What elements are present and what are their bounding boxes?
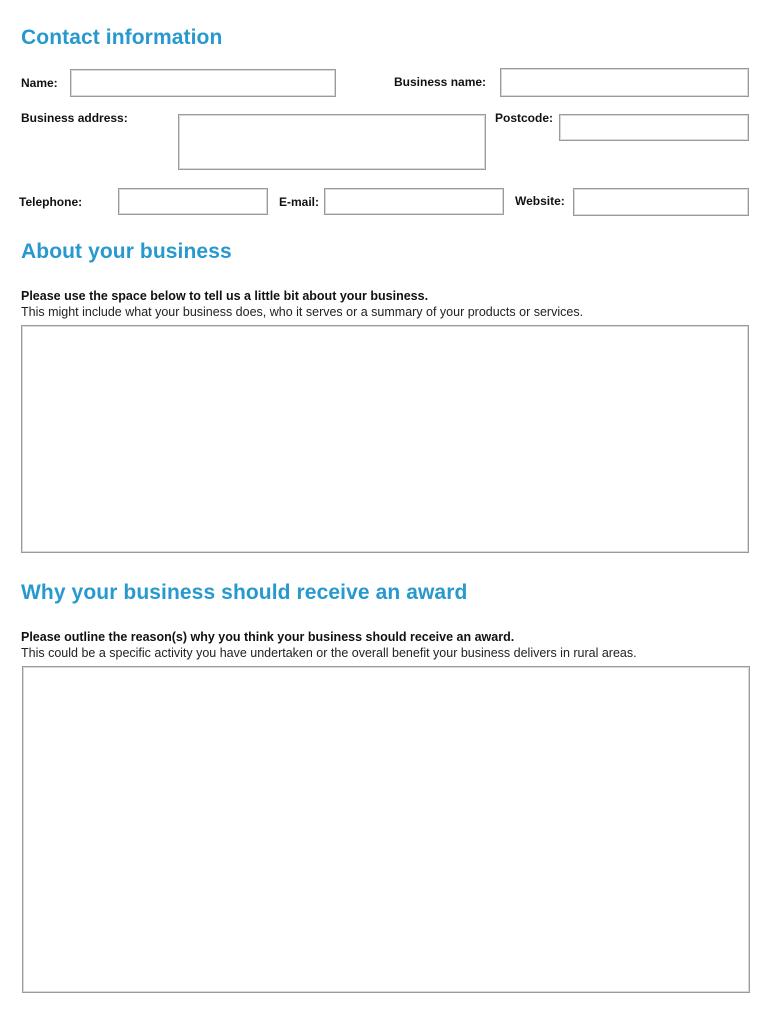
award-hint: This could be a specific activity you have undertaken or the overall benefit your business delivers in rural areas. xyxy=(21,646,637,660)
postcode-field[interactable] xyxy=(559,114,749,141)
about-hint: This might include what your business does, who it serves or a summary of your products or services. xyxy=(21,305,584,319)
about-prompt: Please use the space below to tell us a little bit about your business. xyxy=(21,289,429,303)
telephone-input[interactable] xyxy=(119,189,267,214)
about-business-field[interactable] xyxy=(21,325,749,553)
about-section-title: About your business xyxy=(21,240,232,263)
contact-section-title: Contact information xyxy=(21,26,223,49)
award-reason-input[interactable] xyxy=(23,667,749,992)
business-address-field[interactable] xyxy=(178,114,486,170)
postcode-label: Postcode: xyxy=(495,111,554,125)
email-label: E-mail: xyxy=(279,195,320,209)
about-business-input[interactable] xyxy=(22,326,748,552)
award-section-title: Why your business should receive an award xyxy=(21,581,468,604)
postcode-input[interactable] xyxy=(560,115,748,140)
name-input[interactable] xyxy=(71,70,335,96)
business-address-label: Business address: xyxy=(21,111,128,125)
telephone-field[interactable] xyxy=(118,188,268,215)
telephone-label: Telephone: xyxy=(19,195,83,209)
business-name-input[interactable] xyxy=(501,69,748,96)
website-label: Website: xyxy=(515,194,565,208)
email-field[interactable] xyxy=(324,188,504,215)
business-name-field[interactable] xyxy=(500,68,749,97)
name-label: Name: xyxy=(21,76,58,90)
website-field[interactable] xyxy=(573,188,749,216)
business-name-label: Business name: xyxy=(394,75,487,89)
name-field[interactable] xyxy=(70,69,336,97)
award-reason-field[interactable] xyxy=(22,666,750,993)
business-address-input[interactable] xyxy=(179,115,485,169)
award-prompt: Please outline the reason(s) why you think your business should receive an award. xyxy=(21,630,515,644)
website-input[interactable] xyxy=(574,189,748,215)
email-input[interactable] xyxy=(325,189,503,214)
